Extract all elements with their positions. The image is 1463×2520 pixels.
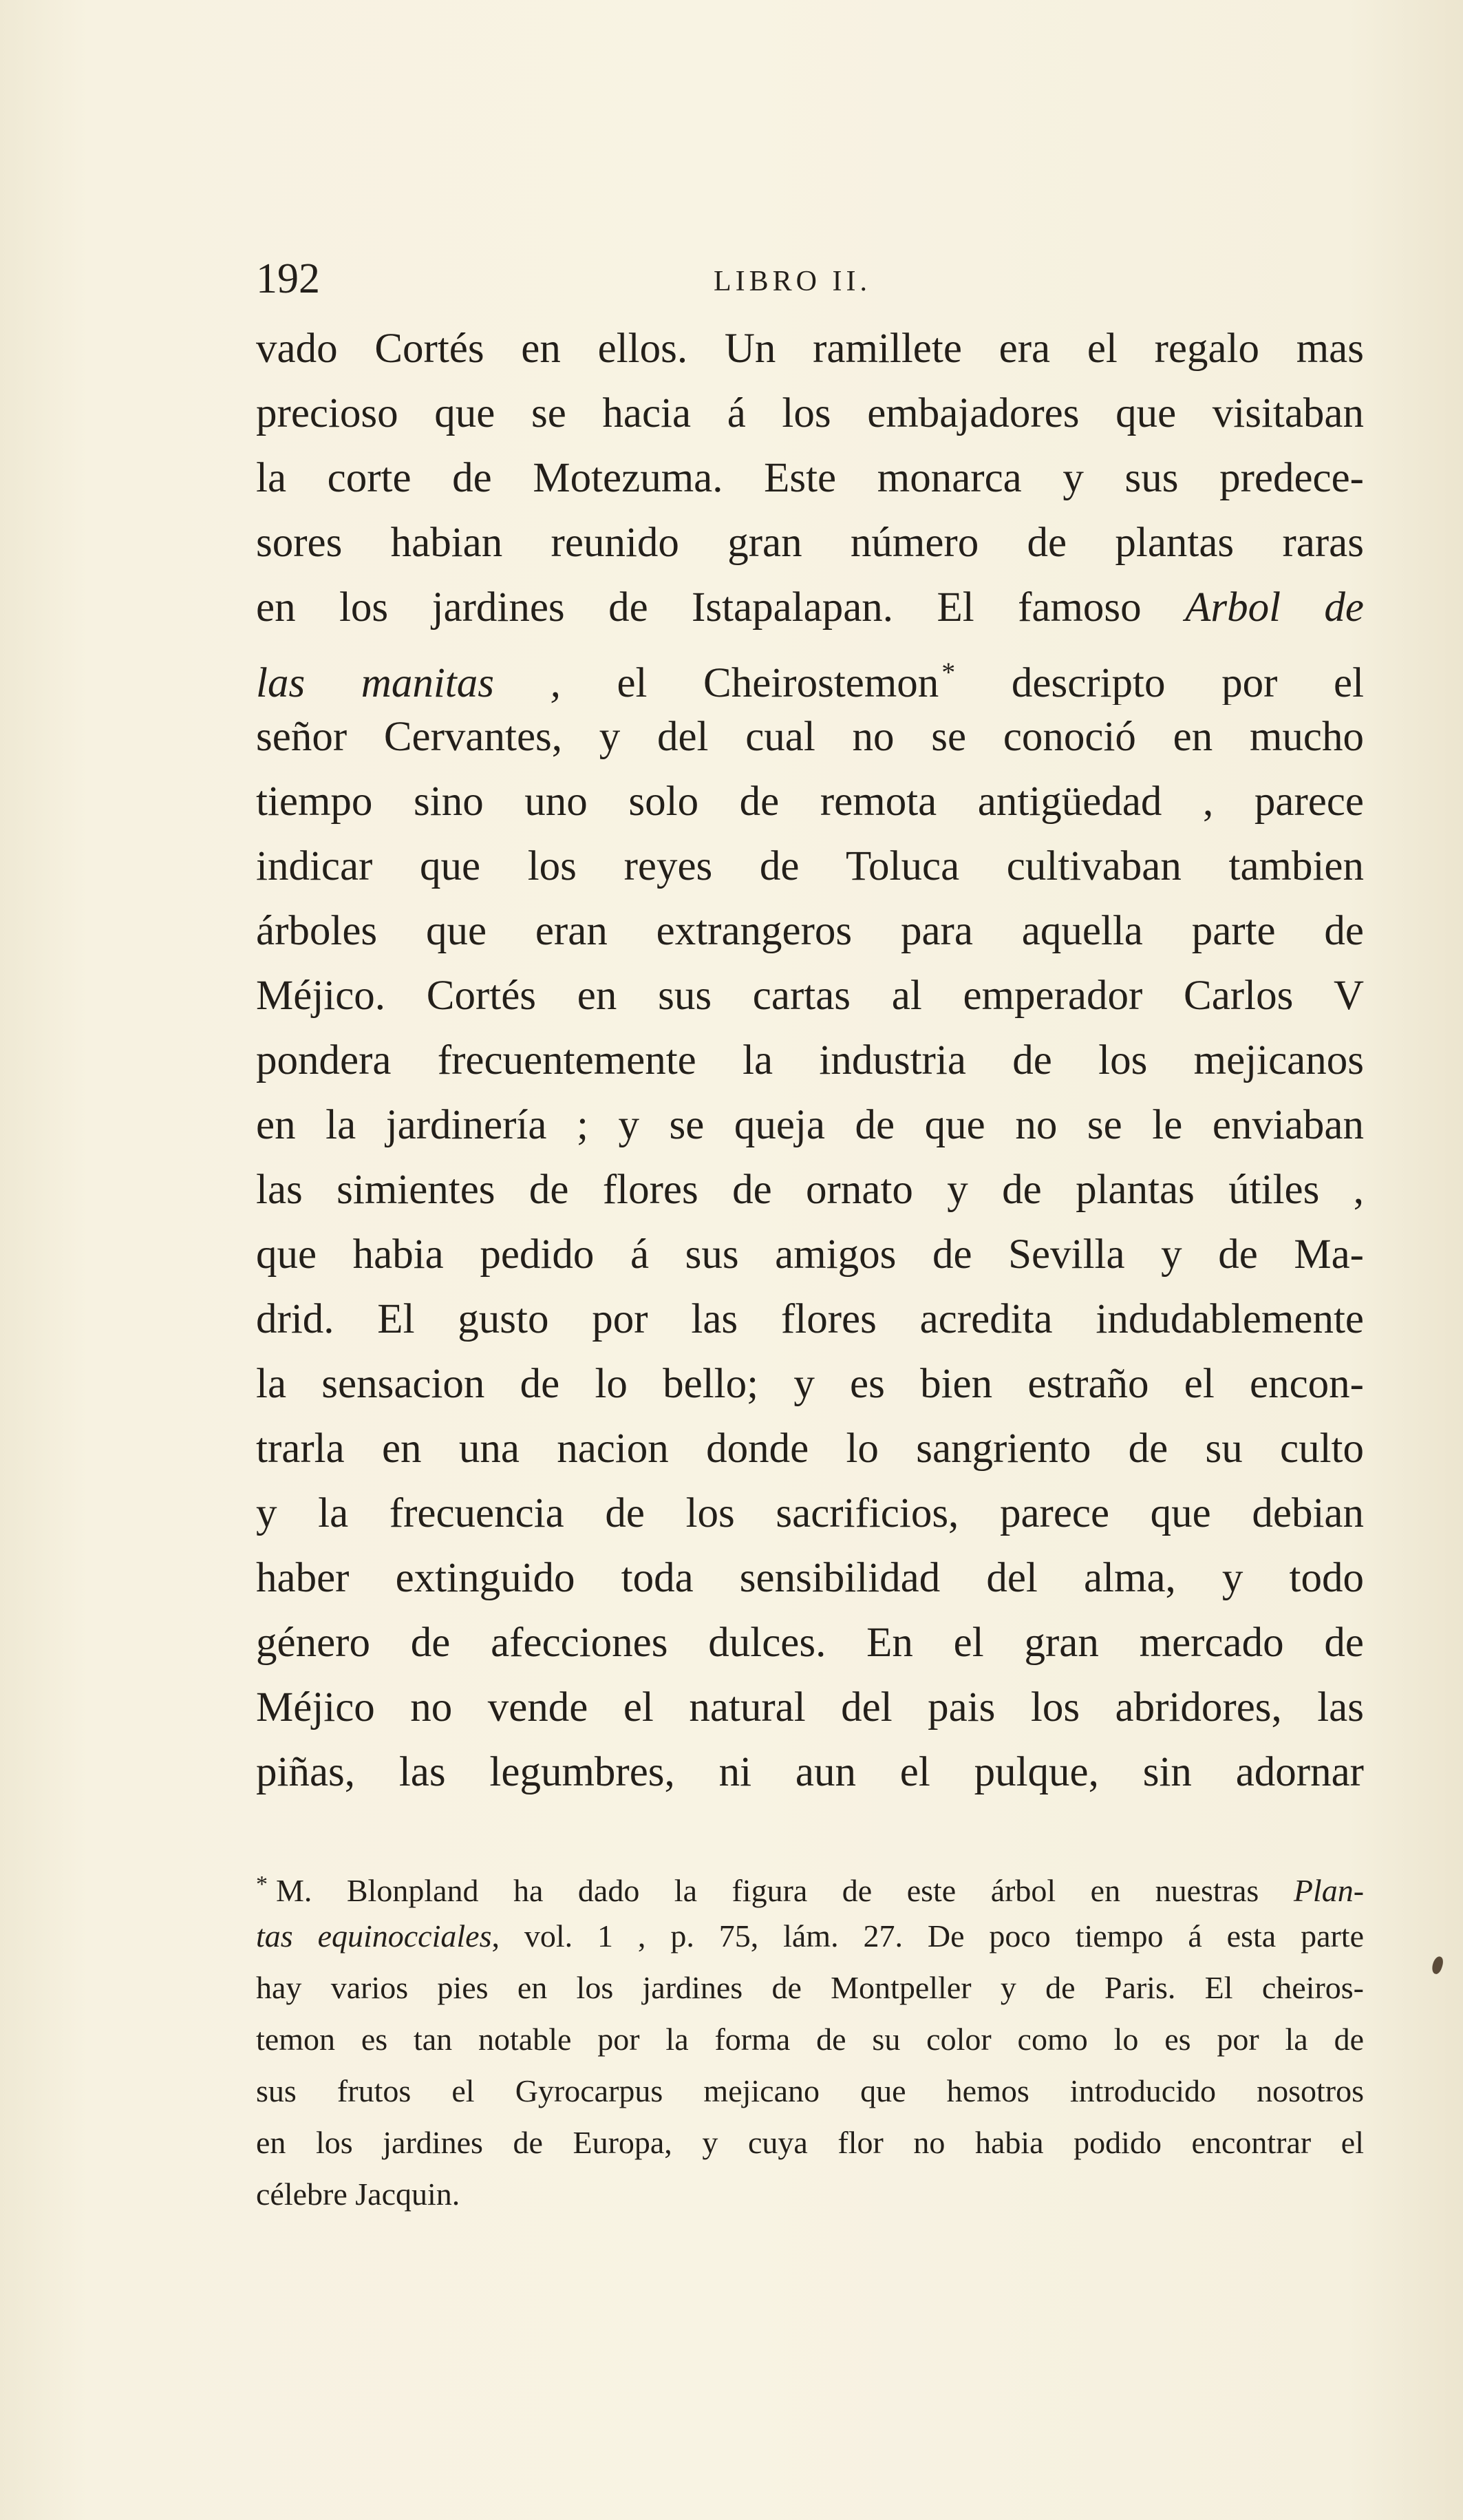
text-line (256, 640, 1364, 705)
footnote-line: hay varios pies en los jardines de Montpeller y de Paris. El cheiros- (256, 1970, 1364, 2005)
footnote (256, 1859, 1364, 2220)
text-line: y la frecuencia de los sacrificios, parece que debian (256, 1490, 1364, 1536)
text-line: piñas, las legumbres, ni aun el pulque, sin adornar (256, 1749, 1364, 1795)
text-line: trarla en una nacion donde lo sangriento de su culto (256, 1426, 1364, 1472)
text-line: la corte de Motezuma. Este monarca y sus predece- (256, 455, 1364, 501)
text-segment (617, 657, 956, 705)
text-line: señor Cervantes, y del cual no se conoció en mucho (256, 714, 1364, 760)
footnote-marker: * (256, 1872, 268, 1897)
text-line: sores habian reunido gran número de plantas raras (256, 520, 1364, 566)
page-number: 192 (256, 255, 320, 302)
footnote-marker: * (941, 657, 956, 688)
text-segment: descripto por el (1011, 660, 1364, 705)
italic-term: las manitas , (256, 660, 561, 705)
footnote-line: célebre Jacquin. (256, 2177, 460, 2212)
footnote-line (256, 1859, 1364, 1910)
text-line: vado Cortés en ellos. Un ramillete era el regalo mas (256, 326, 1364, 372)
text-line (256, 575, 1364, 640)
text-line: tiempo sino uno solo de remota antigüedad , parece (256, 779, 1364, 825)
text-line: género de afecciones dulces. En el gran mercado de (256, 1620, 1364, 1666)
italic-term: tas equinocciales (256, 1918, 492, 1953)
text-line: la sensacion de lo bello; y es bien estraño el encon- (256, 1361, 1364, 1407)
text-line: árboles que eran extrangeros para aquella parte de (256, 908, 1364, 954)
text-line: en la jardinería ; y se queja de que no se le enviaban (256, 1102, 1364, 1148)
text-line: las simientes de flores de ornato y de plantas útiles , (256, 1167, 1364, 1213)
text-line: indicar que los reyes de Toluca cultivaban tambien (256, 843, 1364, 889)
text-segment (256, 1918, 1364, 1953)
text-line: Méjico. Cortés en sus cartas al emperador Carlos V (256, 973, 1364, 1019)
italic-term: Plan- (1293, 1873, 1364, 1908)
ink-speck (1430, 1955, 1444, 1975)
footnote-lead (256, 1873, 1259, 1908)
text-line: pondera frecuentemente la industria de los mejicanos (256, 1037, 1364, 1083)
text-line: que habia pedido á sus amigos de Sevilla y de Ma- (256, 1231, 1364, 1278)
running-head (256, 248, 1357, 310)
footnote-line: en los jardines de Europa, y cuya flor no habia podido encontrar el (256, 2125, 1364, 2160)
footnote-line: sus frutos el Gyrocarpus mejicano que hemos introducido nosotros (256, 2073, 1364, 2108)
body-text (256, 317, 1364, 1805)
text-segment: el Cheirostemon (617, 660, 939, 705)
running-title: LIBRO II. (714, 266, 871, 297)
footnote-line: temon es tan notable por la forma de su color como lo es por la de (256, 2022, 1364, 2057)
italic-term: Arbol de (1185, 584, 1364, 631)
text-line: drid. El gusto por las flores acredita indudablemente (256, 1296, 1364, 1342)
footnote-line (256, 1910, 1364, 1962)
text-segment: en los jardines de Istapalapan. El famoso (256, 584, 1142, 631)
text-segment: , vol. 1 , p. 75, lám. 27. De poco tiempo á esta parte (491, 1918, 1364, 1953)
text-line: precioso que se hacia á los embajadores que visitaban (256, 390, 1364, 436)
text-line: Méjico no vende el natural del pais los abridores, las (256, 1684, 1364, 1730)
text-segment: M. Blonpland ha dado la figura de este árbol en nuestras (276, 1873, 1259, 1908)
text-line: haber extinguido toda sensibilidad del alma, y todo (256, 1555, 1364, 1601)
